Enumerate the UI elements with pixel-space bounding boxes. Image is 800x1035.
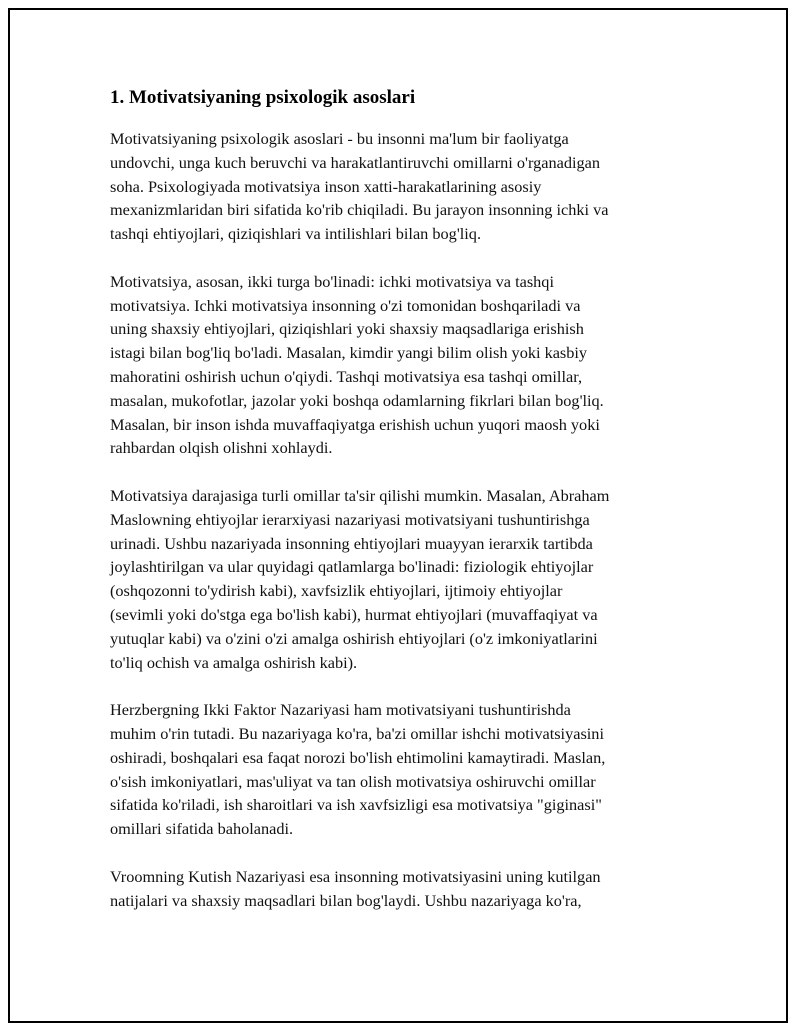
paragraph-maslow: Motivatsiya darajasiga turli omillar ta'sir qilishi mumkin. Masalan, Abraham Maslowning ehtiyojlar ierarxiyasi nazariyasi motivatsiyani tushuntirishga urinadi. Ushbu nazariyada insonning ehtiyojlari muayyan ierarxik tartibda joylashtirilgan va ular quyidagi qatlamlarga bo'linadi: fiziologik ehtiyojlar (oshqozonni to'ydirish kabi), xavfsizlik ehtiyojlari, ijtimoiy ehtiyojlar (sevimli yoki do'stga ega bo'lish kabi), hurmat ehtiyojlari (muvaffaqiyat va yutuqlar kabi) va o'zini o'zi amalga oshirish ehtiyojlari (o'z imkoniyatlarini to'liq ochish va amalga oshirish kabi). <box>110 485 610 672</box>
document-body <box>110 84 685 936</box>
paragraph-intro: Motivatsiyaning psixologik asoslari - bu insonni ma'lum bir faoliyatga undovchi, unga kuch beruvchi va harakatlantiruvchi omillarni o'rganadigan soha. Psixologiyada motivatsiya inson xatti-harakatlarining asosiy mexanizmlaridan biri sifatida ko'rib chiqiladi. Bu jarayon insonning ichki va tashqi ehtiyojlari, qiziqishlari va intilishlari bilan bog'liq. <box>110 129 609 244</box>
paragraph-types: Motivatsiya, asosan, ikki turga bo'linadi: ichki motivatsiya va tashqi motivatsiya. Ichki motivatsiya insonning o'zi tomonidan boshqariladi va uning shaxsiy ehtiyojlari, qiziqishlari yoki shaxsiy maqsadlariga erishish istagi bilan bog'liq bo'ladi. Masalan, kimdir yangi bilim olish yoki kasbiy mahoratini oshirish uchun o'qiydi. Tashqi motivatsiya esa tashqi omillar, masalan, mukofotlar, jazolar yoki boshqa odamlarning fikrlari bilan bog'liq. Masalan, bir inson ishda muvaffaqiyatga erishish uchun yuqori maosh yoki rahbardan olqish olishni xohlaydi. <box>110 271 604 458</box>
section-title: 1. Motivatsiyaning psixologik asoslari <box>110 87 416 108</box>
paragraph-herzberg: Herzbergning Ikki Faktor Nazariyasi ham motivatsiyani tushuntirishda muhim o'rin tutadi. Bu nazariyaga ko'ra, ba'zi omillar ishchi motivatsiyasini oshiradi, boshqalari esa faqat norozi bo'lish ehtimolini kamaytiradi. Maslan, o'sish imkoniyatlari, mas'uliyat va tan olish motivatsiya oshiruvchi omillar sifatida ko'riladi, ish sharoitlari va ish xavfsizligi esa motivatsiya "giginasi" omillari sifatida baholanadi. <box>110 700 606 839</box>
paragraph-vroom: Vroomning Kutish Nazariyasi esa insonning motivatsiyasini uning kutilgan natijalari va shaxsiy maqsadlari bilan bog'laydi. Ushbu nazariyaga ko'ra, <box>110 866 601 910</box>
